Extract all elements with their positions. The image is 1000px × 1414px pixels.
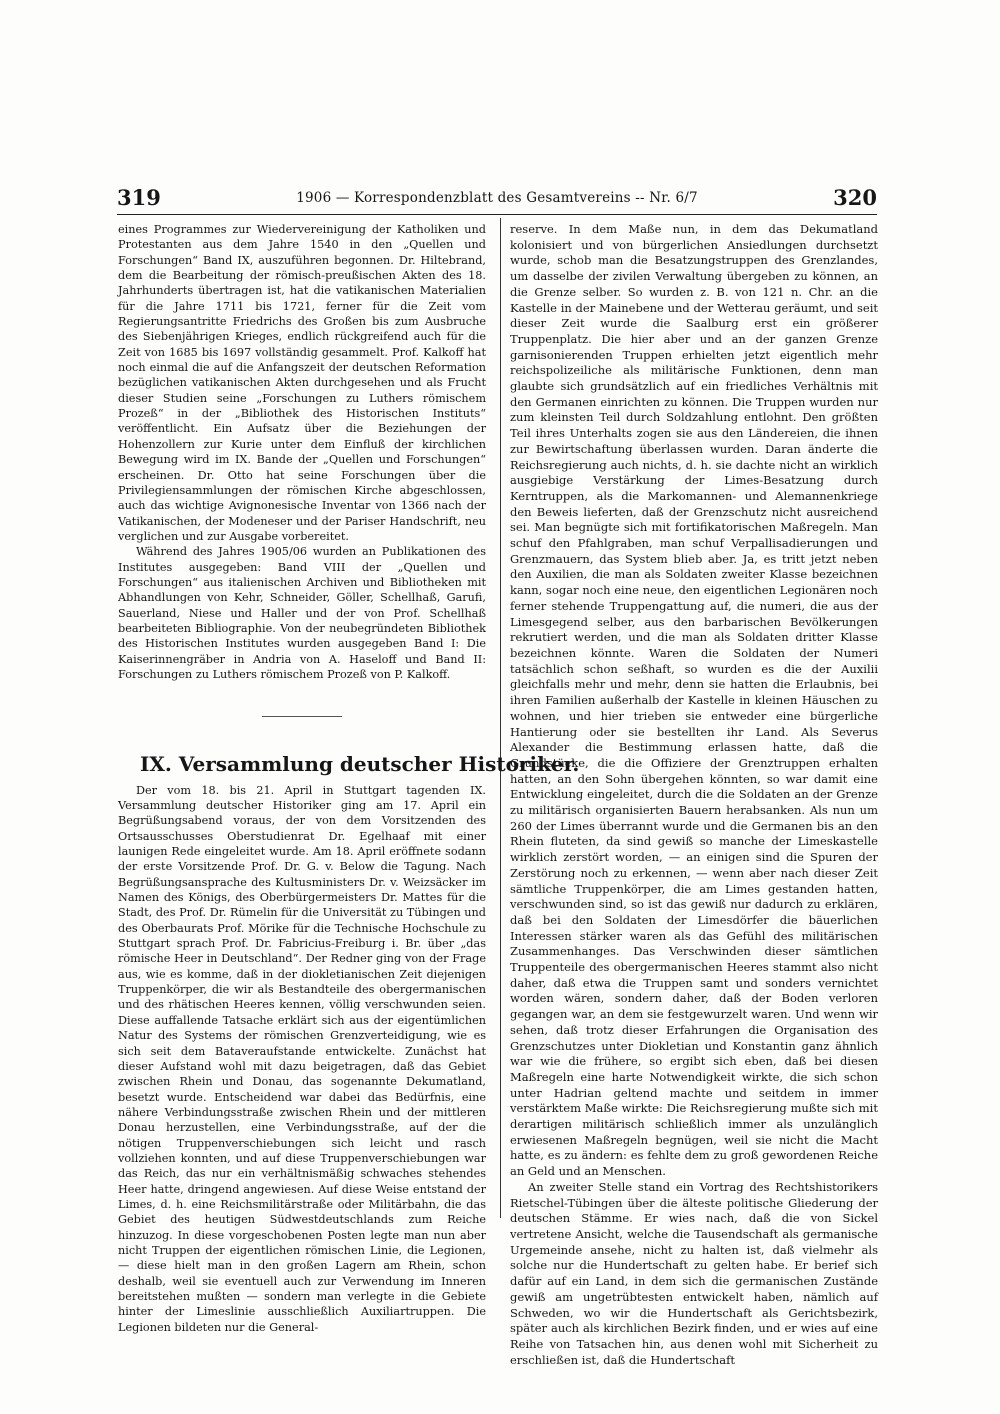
page-header — [117, 185, 877, 215]
header-rule — [117, 214, 877, 215]
page-number-right: 320 — [833, 185, 877, 210]
page-number-left: 319 — [117, 185, 161, 210]
left-paragraph-1: eines Programmes zur Wiedervereinigung der Katholiken und Protestanten aus dem Jahre 1540 in den „Quellen und Forschungen“ Band IX, auszuführen begonnen. Dr. Hiltebrand, dem die Bearbeitung der römisch-preußischen Akten des 18. Jahrhunderts übertragen ist, hat die vatikanischen Materialien für die Jahre 1711 bis 1721, ferner für die Zeit vom Regierungsantritte Friedrichs des Großen bis zum Ausbruche des Siebenjährigen Krieges, endlich rückgreifend auch für die Zeit von 1685 bis 1697 vollständig gesammelt. Prof. Kalkoff hat noch einmal die auf die Anfangszeit der deutschen Reformation bezüglichen vatikanischen Akten durchgesehen und als Frucht dieser Studien seine „Forschungen zu Luthers römischem Prozeß“ in der „Bibliothek des Historischen Instituts“ veröffentlicht. Ein Aufsatz über die Beziehungen der Hohenzollern zur Kurie unter dem Einfluß der kirchlichen Bewegung wird im IX. Bande der „Quellen und Forschungen“ erscheinen. Dr. Otto hat seine Forschungen über die Privilegiensammlungen der römischen Kirche abgeschlossen, auch das wichtige Avignonesische Inventar von 1366 nach der Vatikanischen, der Modeneser und der Pariser Handschrift, neu verglichen und zur Ausgabe vorbereitet. — [118, 223, 486, 543]
running-title: 1906 — Korrespondenzblatt des Gesamtvereins -- Nr. 6/7 — [296, 190, 698, 206]
left-paragraph-3: Der vom 18. bis 21. April in Stuttgart tagenden IX. Versammlung deutscher Historiker ging am 17. April ein Begrüßungsabend voraus, der von dem Vorsitzenden des Ortsausschusses Oberstudienrat Dr. Egelhaaf mit einer launigen Rede eingeleitet wurde. Am 18. April eröffnete sodann der erste Vorsitzende Prof. Dr. G. v. Below die Tagung. Nach Begrüßungsansprache des Kultusministers Dr. v. Weizsäcker im Namen des Königs, des Oberbürgermeisters Dr. Mattes für die Stadt, des Prof. Dr. Rümelin für die Universität zu Tübingen und des Oberbaurats Prof. Mörike für die Technische Hochschule zu Stuttgart sprach Prof. Dr. Fabricius-Freiburg i. Br. über „das römische Heer in Deutschland“. Der Redner ging von der Frage aus, wie es komme, daß in der diokletianischen Zeit diejenigen Truppenkörper, die wir als Bestandteile des obergermanischen und des rhätischen Heeres kennen, völlig verschwunden seien. Diese auffallende Tatsache erklärt sich aus der eigentümlichen Natur des Systems der römischen Grenzverteidigung, wie es sich seit dem Bataveraufstande entwickelte. Zunächst hat dieser Aufstand wohl mit dazu beigetragen, daß das Gebiet zwischen Rhein und Donau, das sogenannte Dekumatland, besetzt wurde. Entscheidend war dabei das Bedürfnis, eine nähere Verbindungsstraße zwischen Rhein und der mittleren Donau herzustellen, eine Verbindungsstraße, auf der die nötigen Truppenverschiebungen sich leicht und rasch vollziehen konnten, und auf diese Truppenverschiebungen war das Reich, das nur ein verhältnismäßig schwaches stehendes Heer hatte, dringend angewiesen. Auf diese Weise entstand der Limes, d. h. eine Reichsmilitärstraße oder Militärbahn, die das Gebiet des heutigen Südwestdeutschlands zum Reiche hinzuzog. In diese vorgeschobenen Posten legte man nun aber nicht Truppen der eigentlichen römischen Linie, die Legionen, — diese hielt man in den großen Lagern am Rhein, schon deshalb, weil sie eventuell auch zur Verwendung im Inneren bereitstehen mußten — sondern man verlegte in die Gebiete hinter der Limeslinie ausschließlich Auxiliartruppen. Die Legionen bildeten nur die General- — [118, 783, 486, 1334]
right-paragraph-2: An zweiter Stelle stand ein Vortrag des Rechtshistorikers Rietschel-Tübingen über die älteste politische Gliederung der deutschen Stämme. Er wies nach, daß die von Sickel vertretene Ansicht, welche die Tausendschaft als germanische Urgemeinde ansehe, nicht zu halten ist, daß vielmehr als solche nur die Hundertschaft zu gelten habe. Er berief sich dafür auf ein Land, in dem sich die germanischen Zustände gewiß am ungetrübtesten entwickelt haben, nämlich auf Schweden, wo wir die Hundertschaft als Gerichtsbezirk, später auch als kirchlichen Bezirk finden, und er wies auf eine Reihe von Tatsachen hin, aus denen wohl mit Sicherheit zu erschließen ist, daß die Hundertschaft — [510, 1179, 878, 1367]
column-divider — [500, 218, 501, 1218]
right-column — [510, 222, 878, 1368]
left-paragraph-2: Während des Jahres 1905/06 wurden an Publikationen des Institutes ausgegeben: Band VIII der „Quellen und Forschungen“ aus italienischen Archiven und Bibliotheken mit Abhandlungen von Kehr, Schneider, Göller, Schellhaß, Garufi, Sauerland, Niese und Haller und der von Prof. Schellhaß bearbeiteten Bibliographie. Von der neubegründeten Bibliothek des Historischen Institutes wurden ausgegeben Band I: Die Kaiserinnengräber in Andria von A. Haseloff und Band II: Forschungen zu Luthers römischem Prozeß von P. Kalkoff. — [118, 545, 486, 681]
section-separator — [262, 716, 342, 717]
right-paragraph-1: reserve. In dem Maße nun, in dem das Dekumatland kolonisiert und von bürgerlichen Ansiedlungen durchsetzt wurde, schob man die Besatzungstruppen des Grenzlandes, um dasselbe der zivilen Verwaltung übergeben zu können, an die Grenze selber. So wurden z. B. von 121 n. Chr. an die Kastelle in der Mainebene und der Wetterau geräumt, und seit dieser Zeit wurde die Saalburg erst ein größerer Truppenplatz. Die hier aber und an der ganzen Grenze garnisonierenden Truppen erhielten jetzt eigentlich mehr reichspolizeiliche als militärische Funktionen, denn man glaubte sich grundsätzlich auf ein friedliches Verhältnis mit den Germanen einrichten zu können. Die Truppen wurden nur zum kleinsten Teil durch Soldzahlung entlohnt. Den größten Teil ihres Unterhalts zogen sie aus den Ländereien, die ihnen zur Bewirtschaftung überlassen wurden. Daran änderte die Reichsregierung auch nichts, d. h. sie dachte nicht an wirklich ausgiebige Verstärkung der Limes-Besatzung durch Kerntruppen, als die Markomannen- und Alemannenkriege den Beweis lieferten, daß der Grenzschutz nicht ausreichend sei. Man begnügte sich mit fortifikatorischen Maßregeln. Man schuf den Pfahlgraben, man schuf Verpallisadierungen und Grenzmauern, das System blieb aber. Ja, es tritt jetzt neben den Auxilien, die man als Soldaten zweiter Klasse bezeichnen kann, sogar noch eine neue, den eigentlichen Legionären noch ferner stehende Truppengattung auf, die numeri, die aus der Limesgegend selber, aus den barbarischen Bevölkerungen rekrutiert werden, und die man als Soldaten dritter Klasse bezeichnen könnte. Waren die Soldaten der Numeri tatsächlich schon seßhaft, so wurden es die der Auxilii gleichfalls mehr und mehr, denn sie hatten die Erlaubnis, bei ihren Familien außerhalb der Kastelle in kleinen Häuschen zu wohnen, und hier trieben sie entweder eine bürgerliche Hantierung oder sie bestellten ihr Land. Als Severus Alexander die Bestimmung erlassen hatte, daß die Grundstücke, die die Offiziere der Grenztruppen erhalten hatten, an den Sohn übergehen könnten, so war damit eine Entwicklung eingeleitet, durch die die Soldaten an der Grenze zu militärisch organisierten Bauern herabsanken. Als nun um 260 der Limes überrannt wurde und die Germanen bis an den Rhein fluteten, da sind gewiß so manche der Limeskastelle wirklich zerstört worden, — an einigen sind die Spuren der Zerstörung noch zu erkennen, — wenn aber nach dieser Zeit sämtliche Truppenkörper, die am Limes gestanden hatten, verschwunden sind, so ist das gewiß nur dadurch zu erklären, daß bei den Soldaten der Limesdörfer die bäuerlichen Interessen stärker waren als das Gefühl des militärischen Zusammenhanges. Das Verschwinden dieser sämtlichen Truppenteile des obergermanischen Heeres stammt also nicht daher, daß etwa die Truppen samt und sonders vernichtet worden wären, sondern daher, daß der Boden verloren gegangen war, an dem sie festgewurzelt waren. Und wenn wir sehen, daß trotz dieser Erfahrungen die Organisation des Grenzschutzes unter Diokletian und Konstantin ganz ähnlich war wie die frühere, so ergibt sich eben, daß bei diesen Maßregeln eine harte Notwendigkeit wirkte, die sich schon unter Hadrian geltend machte und seitdem in immer verstärktem Maße wirkte: Die Reichsregierung mußte sich mit derartigen militärisch schließlich immer als unzulänglich erwiesenen Maßregeln begnügen, weil sie nicht die Macht hatte, es zu ändern: es fehlte dem zu groß gewordenen Reiche an Geld und an Menschen. — [510, 222, 878, 1179]
left-column — [118, 222, 580, 1335]
section-heading: IX. Versammlung deutscher Historiker. — [140, 752, 580, 777]
